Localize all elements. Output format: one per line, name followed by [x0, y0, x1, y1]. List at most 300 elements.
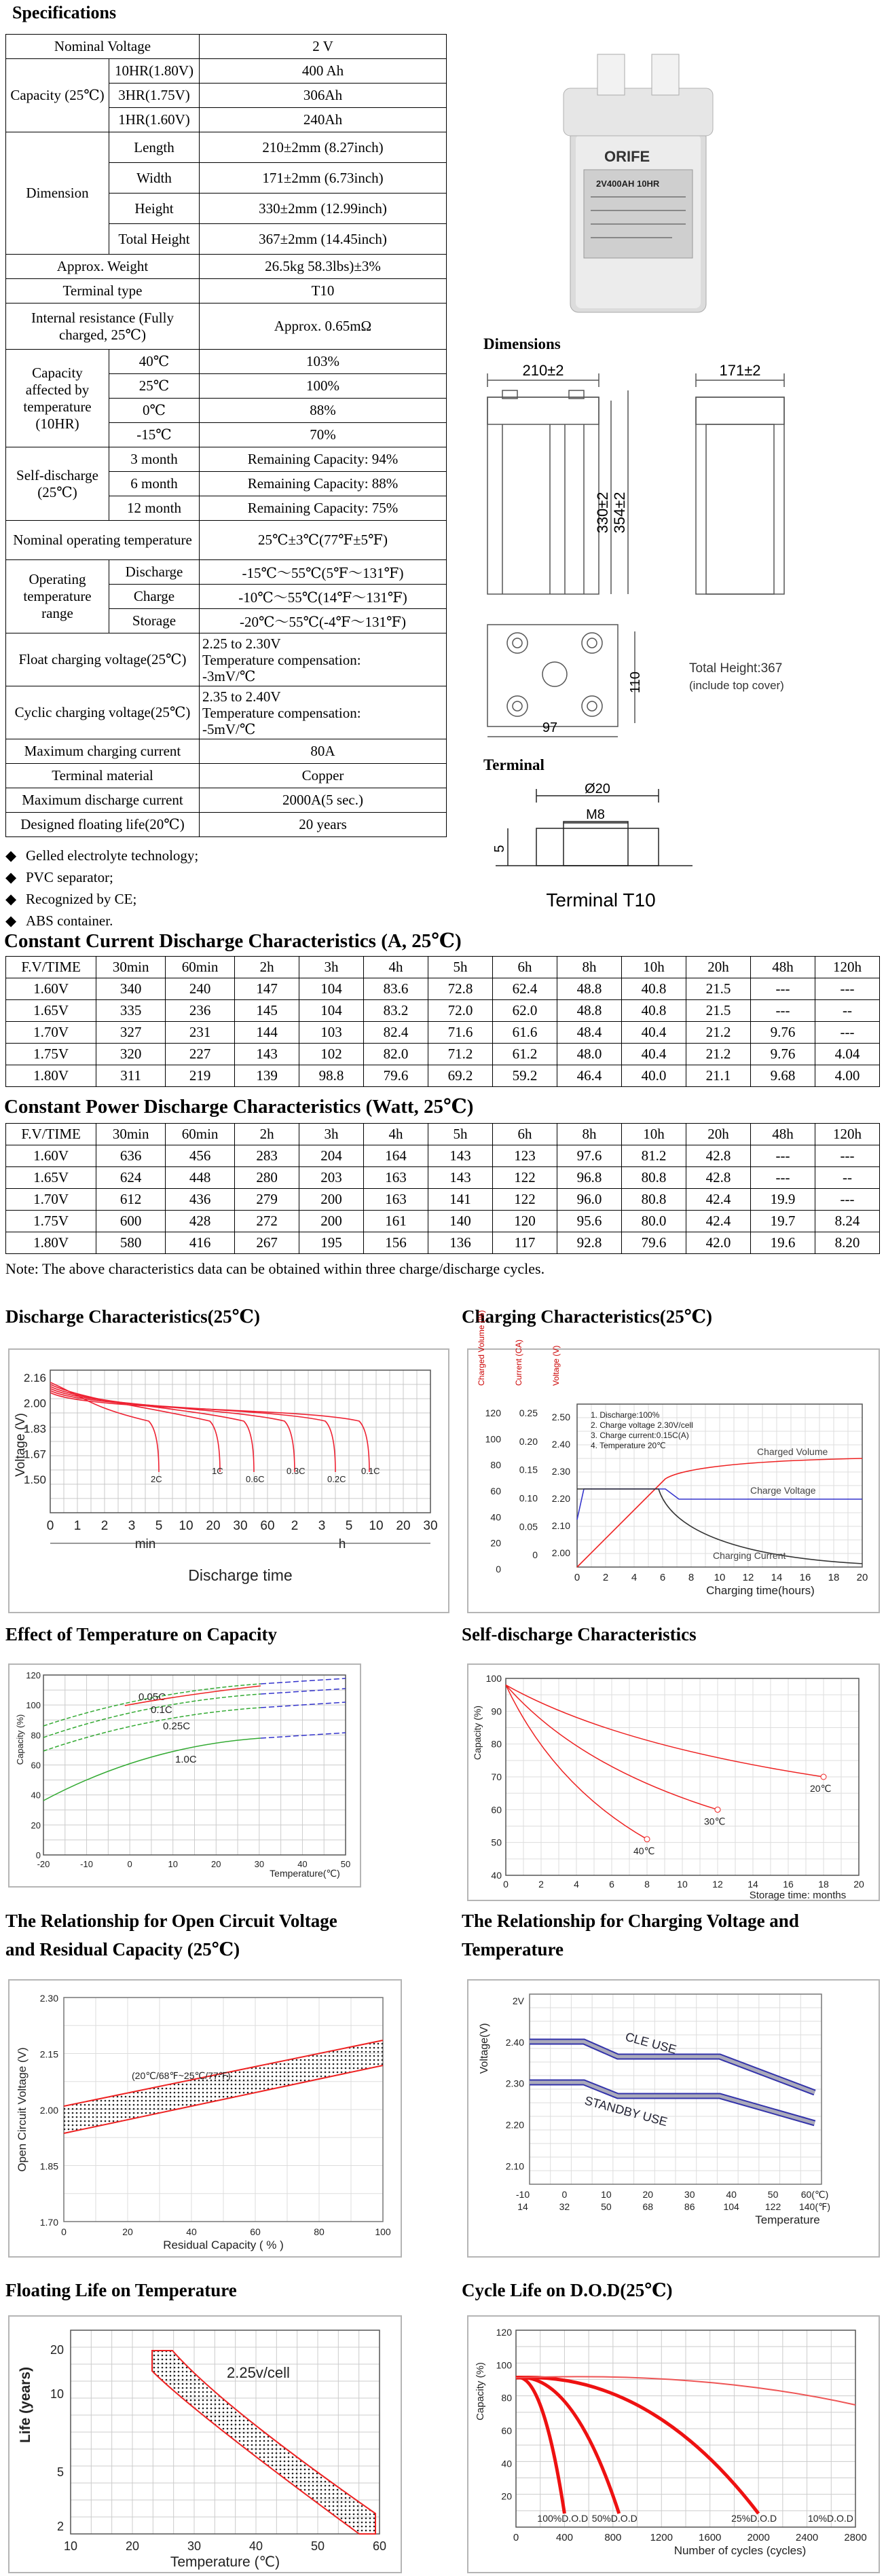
- table-cell: 1.75V: [6, 1211, 96, 1232]
- y3-tick: 2.50: [551, 1412, 570, 1422]
- x-tick: 6: [609, 1879, 614, 1890]
- x-tick: 30: [423, 1519, 438, 1533]
- table-cell: 104: [299, 978, 364, 1000]
- table-header-cell: 4h: [364, 1124, 428, 1145]
- table-cell: 42.8: [686, 1167, 750, 1189]
- table-header-cell: 60min: [166, 1124, 235, 1145]
- x-tick: 80: [314, 2226, 325, 2237]
- table-header-cell: 2h: [235, 1124, 299, 1145]
- x-tick: 14: [771, 1572, 783, 1583]
- table-cell: ---: [750, 978, 815, 1000]
- table-header-cell: 8h: [557, 957, 622, 978]
- table-header-cell: F.V/TIME: [6, 1124, 96, 1145]
- series-label: 0.1C: [151, 1704, 172, 1716]
- table-cell: 1.80V: [6, 1065, 96, 1087]
- x-tick: 0: [46, 1519, 54, 1533]
- x-tick: 40: [297, 1859, 308, 1869]
- table-cell: ---: [750, 1167, 815, 1189]
- dim-top-h: 110: [628, 671, 643, 693]
- y-tick: 100: [485, 1673, 502, 1684]
- y-tick: 2: [56, 2520, 64, 2533]
- y-tick: 80: [31, 1730, 41, 1741]
- y2-tick: 0.05: [519, 1521, 538, 1532]
- table-cell: 19.9: [750, 1189, 815, 1211]
- series-label: STANDBY USE: [583, 2093, 669, 2129]
- table-header-cell: 5h: [428, 957, 493, 978]
- y-tick: 2.10: [505, 2160, 524, 2172]
- x-tick: 40: [248, 2539, 263, 2553]
- series-label: CLE USE: [623, 2029, 678, 2057]
- table-cell: 456: [166, 1145, 235, 1167]
- table-cell: 80.8: [621, 1189, 686, 1211]
- table-cell: 9.76: [750, 1044, 815, 1065]
- table-cell: 320: [96, 1044, 166, 1065]
- y3-tick: 2.10: [551, 1520, 570, 1531]
- float-life-title: Floating Life on Temperature: [5, 2280, 237, 2300]
- y-tick: 20: [50, 2343, 64, 2357]
- x-tick: 0: [503, 1879, 509, 1890]
- table-cell: ---: [815, 978, 879, 1000]
- note: Note: The above characteristics data can be obtained within three charge/discharge cycles.: [5, 1260, 545, 1277]
- y-tick: 1.83: [23, 1422, 46, 1435]
- table-header-cell: 120h: [815, 1124, 879, 1145]
- x-tick: 20: [206, 1519, 221, 1533]
- x-tick: 2: [100, 1519, 109, 1533]
- y-tick: 100: [496, 2359, 512, 2371]
- x-tick: 20: [396, 1519, 411, 1533]
- terminal-bolt: M8: [586, 807, 605, 822]
- x-tick: 30: [187, 2539, 202, 2553]
- table-cell: 103: [299, 1022, 364, 1044]
- table-cell: 62.0: [493, 1000, 557, 1022]
- y3-tick: 2.00: [551, 1547, 570, 1558]
- x-unit: h: [338, 1537, 346, 1551]
- table-cell: 79.6: [621, 1232, 686, 1254]
- x-tick: 2: [538, 1879, 544, 1890]
- table-cell: 21.2: [686, 1022, 750, 1044]
- x-tick: 1200: [650, 2532, 673, 2543]
- y-tick: 2.20: [505, 2119, 524, 2131]
- table-cell: 156: [364, 1232, 428, 1254]
- series-label: 0.3C: [287, 1466, 306, 1476]
- table-cell: ---: [815, 1189, 879, 1211]
- x-tick: 800: [604, 2532, 622, 2543]
- series-line: [516, 2378, 619, 2514]
- table-cell: 280: [235, 1167, 299, 1189]
- table-cell: 48.4: [557, 1022, 622, 1044]
- series-line: [261, 1689, 346, 1694]
- table-cell: 82.0: [364, 1044, 428, 1065]
- condition-text: 1. Discharge:100%: [591, 1410, 660, 1420]
- table-row: [6, 1022, 880, 1044]
- axis-title: Voltage (V): [551, 1345, 561, 1386]
- table-cell: 1.60V: [6, 978, 96, 1000]
- series-point: [715, 1807, 720, 1812]
- y2-tick: 0.25: [519, 1407, 538, 1418]
- dim-width: 210±2: [522, 362, 564, 379]
- table-row: [6, 1145, 880, 1167]
- x-tick: 1: [73, 1519, 81, 1533]
- x-tick: 140(℉): [798, 2201, 831, 2212]
- table-cell: 219: [166, 1065, 235, 1087]
- table-cell: 62.4: [493, 978, 557, 1000]
- y-tick: 90: [491, 1706, 502, 1717]
- table-cell: 1.75V: [6, 1044, 96, 1065]
- x-tick: 2800: [844, 2532, 867, 2543]
- table-header-cell: 4h: [364, 957, 428, 978]
- table-cell: 145: [235, 1000, 299, 1022]
- table-cell: 335: [96, 1000, 166, 1022]
- x-axis-label: Temperature: [755, 2213, 820, 2226]
- table-cell: 311: [96, 1065, 166, 1087]
- x-tick: -10: [80, 1859, 93, 1869]
- table-cell: 1.65V: [6, 1000, 96, 1022]
- spec-table: Nominal Voltage 2 V Capacity (25℃) 10HR(1.80V) 400 Ah 3HR(1.75V) 306Ah 1HR(1.60V) 240Ah Dimension Length 210±2mm (8.27inch) Width 171±2mm (6.73inch) Height 330±2mm (12.99inch) Total Height 367±2mm (14.45inch) Approx. Weight 26.5kg 58.3lbs)±3% Terminal type T10 Internal resistance (Fully charged, 25℃) Approx. 0.65mΩ Capacity affected by temperature (10HR) 40℃ 103% 25℃ 100% 0℃ 88% -15℃ 70% Self-discharge (25℃) 3 month Remaining Capacity: 94% 6 month Remaining Capacity: 88% 12 month Remaining Capacity: 75% Nominal operating temperature 25℃±3℃(77℉±5℉) Operating temperature range Discharge -15℃～55℃(5℉～131℉) Charge -10℃～55℃(14℉～131℉) Storage -20℃～55℃(-4℉～131℉) Float charging voltage(25℃) 2.25 to 2.30V Temperature compensation: -3mV/℃ Cyclic charging voltage(25℃) 2.35 to 2.40V Temperature compensation: -5mV/℃ Maximum charging current 80A Terminal material Copper Maximum discharge current 2000A(5 sec.) Designed floating life(20℃) 20 years: [5, 34, 447, 837]
- x-tick: 10: [714, 1572, 726, 1583]
- temp-capacity-title: Effect of Temperature on Capacity: [5, 1624, 277, 1644]
- y3-tick: 2.20: [551, 1493, 570, 1504]
- dimension-label: Dimension: [6, 132, 109, 255]
- feature-item: ◆ PVC separator;: [5, 869, 113, 885]
- series-label: 0.2C: [327, 1474, 346, 1484]
- x-tick: 60(℃): [800, 2189, 829, 2200]
- discharge-chart: [8, 1348, 449, 1613]
- y1-tick: 20: [490, 1537, 501, 1549]
- x-tick: 12: [742, 1572, 754, 1583]
- y1-tick: 40: [490, 1511, 501, 1523]
- y-tick: 20: [501, 2490, 512, 2502]
- x-tick: 20: [856, 1572, 868, 1583]
- x-tick: 10: [179, 1519, 193, 1533]
- series-label: 40℃: [633, 1845, 655, 1856]
- table-header-cell: 60min: [166, 957, 235, 978]
- table-cell: 40.4: [621, 1022, 686, 1044]
- x-tick: -10: [515, 2189, 530, 2200]
- axis-title: Charged Volume (%): [477, 1310, 486, 1386]
- cvtemp-title-1: The Relationship for Charging Voltage and: [462, 1911, 799, 1931]
- table-cell: 42.4: [686, 1189, 750, 1211]
- y-tick: 40: [491, 1870, 502, 1881]
- x-tick: 40: [726, 2189, 737, 2200]
- x-tick: 50: [310, 2539, 325, 2553]
- x-tick: 30: [233, 1519, 248, 1533]
- self-discharge-title: Self-discharge Characteristics: [462, 1624, 697, 1644]
- table-cell: 140: [428, 1211, 493, 1232]
- x-tick: -20: [37, 1859, 50, 1869]
- table-cell: 204: [299, 1145, 364, 1167]
- x-tick: 0: [61, 2226, 67, 2237]
- table-row: [6, 1167, 880, 1189]
- table-cell: 267: [235, 1232, 299, 1254]
- table-cell: 59.2: [493, 1065, 557, 1087]
- table-cell: 96.0: [557, 1189, 622, 1211]
- cp-title: Constant Power Discharge Characteristics (Watt, 25℃): [4, 1096, 474, 1118]
- table-cell: 1.65V: [6, 1167, 96, 1189]
- x-tick: 104: [723, 2201, 739, 2212]
- table-cell: 163: [364, 1167, 428, 1189]
- table-cell: 72.0: [428, 1000, 493, 1022]
- table-cell: 81.2: [621, 1145, 686, 1167]
- x-tick: 4: [631, 1572, 638, 1583]
- x-tick: 20: [211, 1859, 221, 1869]
- x-tick: 14: [517, 2201, 528, 2212]
- table-cell: 19.6: [750, 1232, 815, 1254]
- terminal-drawing: [489, 781, 713, 917]
- dim-height: 330±2: [594, 492, 611, 534]
- x-tick: 12: [712, 1879, 723, 1890]
- table-cell: 117: [493, 1232, 557, 1254]
- x-tick: 6: [659, 1572, 666, 1583]
- y-axis-label: Voltage(V): [479, 2023, 490, 2074]
- x-tick: 0: [127, 1859, 132, 1869]
- table-header-cell: 3h: [299, 957, 364, 978]
- dim-depth: 171±2: [719, 362, 761, 379]
- series-line: [43, 1738, 261, 1801]
- cycle-life-chart: [467, 2315, 880, 2573]
- table-cell: 4.00: [815, 1065, 879, 1087]
- table-cell: 97.6: [557, 1145, 622, 1167]
- table-cell: 104: [299, 1000, 364, 1022]
- table-header-cell: 2h: [235, 957, 299, 978]
- y3-tick: 2.30: [551, 1466, 570, 1477]
- table-cell: 1.80V: [6, 1232, 96, 1254]
- table-cell: 98.8: [299, 1065, 364, 1087]
- table-cell: 195: [299, 1232, 364, 1254]
- table-cell: 200: [299, 1211, 364, 1232]
- table-cell: 143: [428, 1145, 493, 1167]
- series-line: [261, 1733, 346, 1738]
- table-cell: 42.8: [686, 1145, 750, 1167]
- x-tick: 20: [122, 2226, 133, 2237]
- table-cell: 143: [235, 1044, 299, 1065]
- table-cell: 71.6: [428, 1022, 493, 1044]
- table-cell: 123: [493, 1145, 557, 1167]
- table-cell: 95.6: [557, 1211, 622, 1232]
- table-cell: 580: [96, 1232, 166, 1254]
- table-cell: 164: [364, 1145, 428, 1167]
- terminal-caption: Terminal T10: [546, 889, 656, 910]
- cc-title: Constant Current Discharge Characteristics (A, 25℃): [4, 930, 462, 952]
- x-axis-label: Charging time(hours): [706, 1584, 815, 1597]
- series-label: 20℃: [810, 1783, 832, 1794]
- x-tick: 5: [155, 1519, 163, 1533]
- x-axis-label: Temperature (℃): [170, 2554, 280, 2570]
- discharge-title: Discharge Characteristics(25℃): [5, 1306, 260, 1327]
- y1-tick: 80: [490, 1459, 501, 1471]
- table-cell: 69.2: [428, 1065, 493, 1087]
- table-cell: 71.2: [428, 1044, 493, 1065]
- x-tick: 50: [601, 2201, 612, 2212]
- table-cell: 83.2: [364, 1000, 428, 1022]
- condition-text: 3. Charge current:0.15C(A): [591, 1431, 689, 1440]
- x-tick: 18: [818, 1879, 829, 1890]
- x-tick: 0: [561, 2189, 568, 2200]
- table-cell: 416: [166, 1232, 235, 1254]
- y-tick: 40: [501, 2458, 512, 2469]
- table-cell: ---: [815, 1022, 879, 1044]
- temp-capacity-chart: [8, 1663, 361, 1888]
- series-label: 2C: [151, 1474, 162, 1484]
- spec-title: Specifications: [12, 3, 117, 22]
- y-tick: 2.40: [505, 2036, 524, 2048]
- table-header-cell: 48h: [750, 1124, 815, 1145]
- y-tick: 2.00: [39, 2105, 58, 2116]
- terminal-depth: 5: [492, 845, 507, 853]
- table-cell: 327: [96, 1022, 166, 1044]
- feature-item: ◆ Gelled electrolyte technology;: [5, 847, 199, 864]
- condition-text: 4. Temperature 20℃: [591, 1441, 666, 1450]
- battery-brand: ORIFE: [604, 148, 650, 165]
- x-tick: 2400: [795, 2532, 819, 2543]
- x-tick: 40: [186, 2226, 197, 2237]
- table-cell: 200: [299, 1189, 364, 1211]
- x-tick: 16: [799, 1572, 811, 1583]
- x-unit: min: [134, 1537, 156, 1551]
- y-tick: 20: [31, 1820, 41, 1830]
- series-label: 50%D.O.D: [591, 2513, 638, 2524]
- dim-total: 354±2: [611, 492, 628, 534]
- y1-tick: 120: [485, 1407, 501, 1418]
- x-axis-label: Storage time: months: [749, 1890, 847, 1901]
- table-row: [6, 1044, 880, 1065]
- table-cell: 448: [166, 1167, 235, 1189]
- x-tick: 16: [783, 1879, 794, 1890]
- series-label: 0.1C: [361, 1466, 380, 1476]
- table-row: [6, 978, 880, 1000]
- table-cell: 120: [493, 1211, 557, 1232]
- y-axis-label: Life (years): [18, 2366, 33, 2444]
- table-cell: ---: [750, 1145, 815, 1167]
- table-cell: 340: [96, 978, 166, 1000]
- table-cell: 143: [428, 1167, 493, 1189]
- table-header-cell: 5h: [428, 1124, 493, 1145]
- table-header-cell: 8h: [557, 1124, 622, 1145]
- table-cell: 40.0: [621, 1065, 686, 1087]
- series-label: 25%D.O.D: [731, 2513, 777, 2524]
- table-cell: 227: [166, 1044, 235, 1065]
- spec-row-nominal-voltage: Nominal Voltage 2 V: [6, 35, 447, 59]
- x-tick: 20: [125, 2539, 140, 2553]
- y-tick: 120: [26, 1670, 41, 1680]
- ocv-title-1: The Relationship for Open Circuit Voltage: [5, 1911, 337, 1931]
- float-life-chart: [8, 2315, 402, 2573]
- table-cell: 72.8: [428, 978, 493, 1000]
- x-tick: 32: [559, 2201, 570, 2212]
- table-header-cell: 6h: [493, 1124, 557, 1145]
- y-tick: 50: [491, 1837, 502, 1848]
- series-label: 0.05C: [139, 1691, 166, 1703]
- total-height-note: Total Height:367: [689, 661, 783, 676]
- x-axis-label: Number of cycles (cycles): [673, 2544, 807, 2557]
- y1-tick: 100: [485, 1433, 501, 1445]
- table-cell: 46.4: [557, 1065, 622, 1087]
- x-tick: 2: [291, 1519, 299, 1533]
- table-cell: ---: [750, 1000, 815, 1022]
- x-tick: 30: [684, 2189, 695, 2200]
- y-tick: 60: [31, 1760, 41, 1771]
- table-cell: 1.70V: [6, 1022, 96, 1044]
- x-tick: 2000: [747, 2532, 770, 2543]
- y-tick: 2.16: [23, 1372, 46, 1384]
- table-row: [6, 1000, 880, 1022]
- table-cell: ---: [815, 1145, 879, 1167]
- table-cell: 61.2: [493, 1044, 557, 1065]
- table-cell: 161: [364, 1211, 428, 1232]
- table-cell: 8.24: [815, 1211, 879, 1232]
- table-header-cell: 48h: [750, 957, 815, 978]
- table-cell: 40.4: [621, 1044, 686, 1065]
- x-tick: 2: [602, 1572, 609, 1583]
- cp-table: [5, 1123, 880, 1254]
- table-cell: 279: [235, 1189, 299, 1211]
- table-header-cell: 30min: [96, 957, 166, 978]
- table-row: [6, 1232, 880, 1254]
- table-cell: 8.20: [815, 1232, 879, 1254]
- y-tick: 1.70: [39, 2217, 58, 2228]
- feature-item: ◆ Recognized by CE;: [5, 891, 137, 907]
- table-cell: 21.5: [686, 978, 750, 1000]
- table-cell: 83.6: [364, 978, 428, 1000]
- table-cell: 96.8: [557, 1167, 622, 1189]
- y-tick: 10: [50, 2387, 64, 2401]
- table-cell: 136: [428, 1232, 493, 1254]
- cc-table: [5, 956, 880, 1087]
- x-axis-label: Discharge time: [188, 1566, 293, 1584]
- series-label: 1C: [212, 1466, 223, 1476]
- x-tick: 122: [764, 2201, 781, 2212]
- y-tick: 1.67: [23, 1448, 46, 1461]
- table-cell: 9.76: [750, 1022, 815, 1044]
- table-cell: 79.6: [364, 1065, 428, 1087]
- x-tick: 10: [369, 1519, 384, 1533]
- y-tick: 2.30: [505, 2078, 524, 2089]
- dim-top-w: 97: [542, 720, 558, 735]
- table-cell: 48.8: [557, 978, 622, 1000]
- capacity-label: Capacity (25℃): [6, 59, 109, 132]
- x-tick: 4: [574, 1879, 579, 1890]
- table-cell: 4.04: [815, 1044, 879, 1065]
- table-row: [6, 1189, 880, 1211]
- table-cell: --: [815, 1167, 879, 1189]
- y3-tick: 2.40: [551, 1439, 570, 1450]
- table-cell: 48.0: [557, 1044, 622, 1065]
- condition-text: 2. Charge voltage 2.30V/cell: [591, 1420, 693, 1430]
- series-label: Charge Voltage: [750, 1485, 816, 1496]
- table-cell: 48.8: [557, 1000, 622, 1022]
- ocv-chart: [8, 1979, 402, 2258]
- table-cell: 82.4: [364, 1022, 428, 1044]
- series-label: 10%D.O.D: [808, 2513, 853, 2524]
- table-cell: --: [815, 1000, 879, 1022]
- band-label: (20℃/68℉~25℃/77℉): [132, 2070, 231, 2081]
- series-line: [50, 1386, 254, 1472]
- table-cell: 231: [166, 1022, 235, 1044]
- table-header-row: [6, 1124, 880, 1145]
- table-cell: 42.4: [686, 1211, 750, 1232]
- table-header-cell: 10h: [621, 1124, 686, 1145]
- y-tick: 2.00: [23, 1397, 46, 1410]
- x-tick: 50: [767, 2189, 779, 2200]
- dimensions-title: Dimensions: [483, 335, 561, 352]
- table-cell: 147: [235, 978, 299, 1000]
- table-header-cell: 10h: [621, 957, 686, 978]
- table-cell: 40.8: [621, 978, 686, 1000]
- y2-tick: 0.15: [519, 1464, 538, 1475]
- table-cell: 80.8: [621, 1167, 686, 1189]
- x-tick: 10: [677, 1879, 688, 1890]
- table-cell: 40.8: [621, 1000, 686, 1022]
- series-label: Charging Current: [713, 1550, 786, 1561]
